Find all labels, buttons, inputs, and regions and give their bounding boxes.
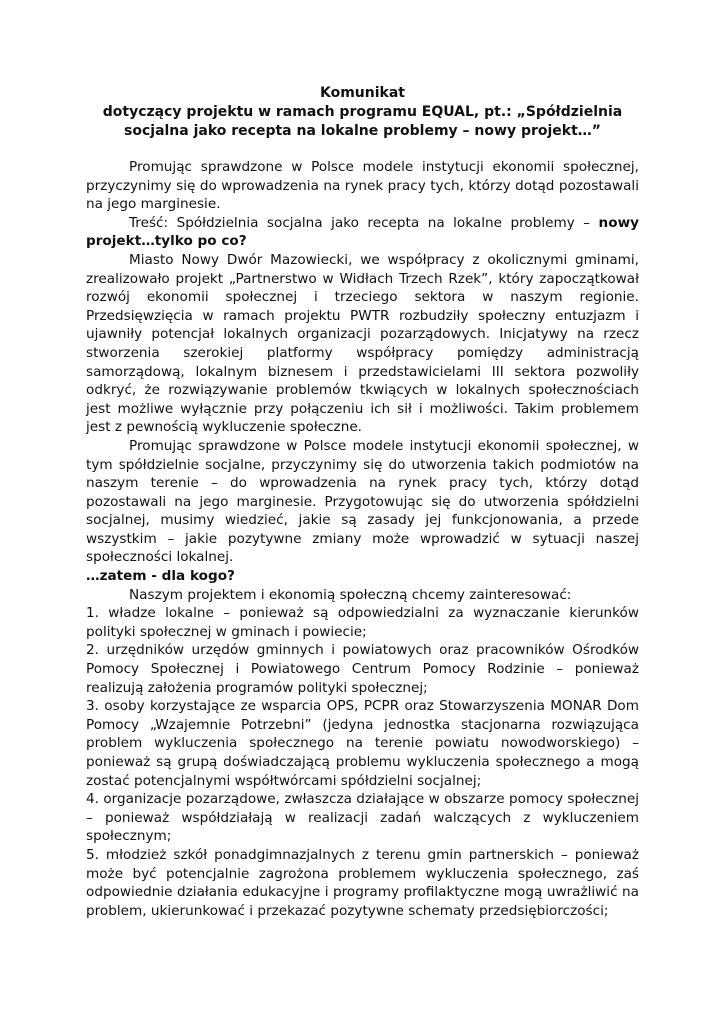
- paragraph-audience-intro: Naszym projektem i ekonomią społeczną chcemy zainteresować:: [129, 586, 572, 603]
- paragraph-city: Miasto Nowy Dwór Mazowiecki, we współpracy z okolicznymi gminami, zrealizowało projekt „Partnerstwo w Widłach Trzech Rzek”, który zapoczątkował rozwój ekonomii społecznej i trzeciego sektora w naszym regionie. Przedsięwzięcia w ramach projektu PWTR rozbudziły społeczny entuzjazm i ujawniły potencjał lokalnych organizacji pozarządowych. Inicjatywy na rzecz stworzenia szerokiej platformy współpracy pomiędzy administracją samorządową, lokalnym biznesem i przedstawicielami III sektora pozwoliły odkryć, że rozwiązywanie problemów tkwiących w lokalnych społecznościach jest możliwe wyłącznie przy połączeniu ich sił i możliwości. Takim problemem jest z pewnością wykluczenie społeczne.: [86, 251, 639, 436]
- paragraph-intro: Promując sprawdzone w Polsce modele instytucji ekonomii społecznej, przyczynimy się do wprowadzenia na rynek pracy tych, którzy dotąd pozostawali na jego marginesie.: [86, 159, 639, 213]
- list-item: 3. osoby korzystające ze wsparcia OPS, PCPR oraz Stowarzyszenia MONAR Dom Pomocy „Wzajemnie Potrzebni” (jedyna jednostka stacjonarna rozwiązująca problem wykluczenia społecznego na terenie powiatu nowodworskiego) – ponieważ są grupą doświadczającą problemu wykluczenia społecznego a mogą zostać potencjalnymi współtwórcami spółdzielni socjalnej;: [86, 698, 639, 789]
- paragraph-promotion: Promując sprawdzone w Polsce modele instytucji ekonomii społecznej, w tym spółdzielnie socjalne, przyczynimy się do utworzenia takich podmiotów na naszym terenie – do wprowadzenia na rynek pracy tych, którzy dotąd pozostawali na jego marginesie. Przygotowując się do utworzenia spółdzielni socjalnej, musimy wiedzieć, jakie są zasady jej funkcjonowania, a przede wszystkim – jakie pozytywne zmiany może wprowadzić w sytuacji naszej społeczności lokalnej.: [86, 437, 639, 566]
- list-item: 5. młodzież szkół ponadgimnazjalnych z terenu gmin partnerskich – ponieważ może być potencjalnie zagrożona problemem wykluczenia społecznego, zaś odpowiednie działania edukacyjne i programy profilaktyczne mogą uwrażliwić na problem, ukierunkować i przekazać pozytywne schematy przedsiębiorczości;: [86, 846, 639, 919]
- list-item: 4. organizacje pozarządowe, zwłaszcza działające w obszarze pomocy społecznej – ponieważ współdziałają w realizacji zadań walczących z wykluczeniem społecznym;: [86, 791, 639, 845]
- heading-line-3: socjalna jako recepta na lokalne problemy – nowy projekt…”: [124, 123, 601, 139]
- topic-question: nowy projekt…tylko po co?: [86, 214, 639, 250]
- list-item: 1. władze lokalne – ponieważ są odpowiedzialni za wyznaczanie kierunków polityki społecznej w gminach i powiecie;: [86, 605, 639, 640]
- list-item: 2. urzędników urzędów gminnych i powiatowych oraz pracowników Ośrodków Pomocy Społecznej i Powiatowego Centrum Pomocy Rodzinie – ponieważ realizują założenia programów polityki społecznej;: [86, 642, 639, 696]
- heading-line-2: dotyczący projektu w ramach programu EQUAL, pt.: „Spółdzielnia: [102, 104, 623, 120]
- heading-line-1: Komunikat: [320, 85, 405, 101]
- topic-text: Treść: Spółdzielnia socjalna jako recepta na lokalne problemy –: [129, 214, 591, 231]
- paragraph-topic: [86, 214, 639, 251]
- section-heading-audience: …zatem - dla kogo?: [86, 568, 235, 585]
- document-heading: [86, 84, 639, 141]
- document-page: [86, 84, 639, 920]
